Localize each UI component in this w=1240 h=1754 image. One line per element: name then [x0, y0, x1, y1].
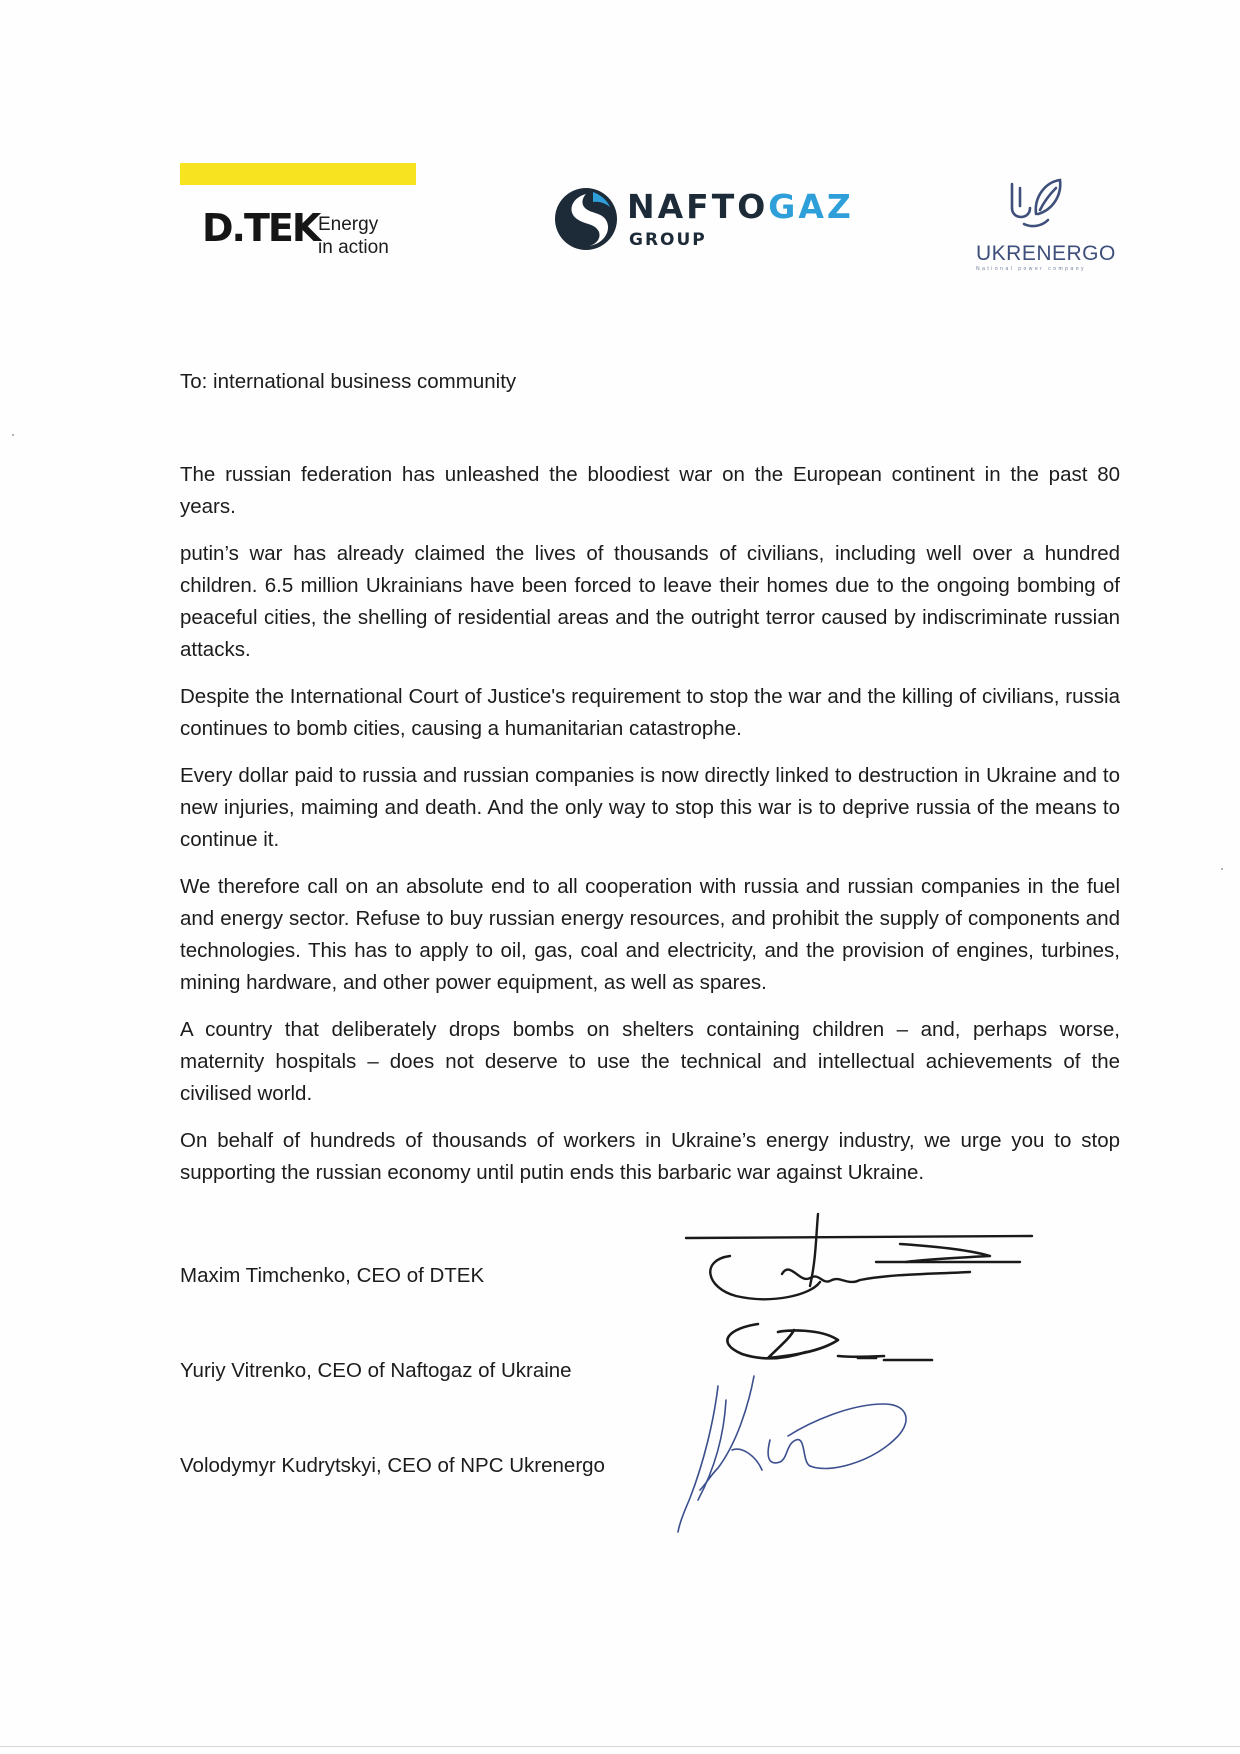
handwritten-signatures	[670, 1200, 1050, 1560]
signature-kudrytskyi	[678, 1376, 906, 1532]
signatory-ukrenergo: Volodymyr Kudrytskyi, CEO of NPC Ukrenergo	[180, 1454, 605, 1477]
letter-paragraph: Every dollar paid to russia and russian companies is now directly linked to destruction in Ukraine and to new injuries, maiming and death. And the only way to stop this war is to deprive russia of the means to continue it.	[180, 764, 1120, 851]
dtek-tagline-line2: in action	[318, 237, 389, 258]
dtek-logo	[180, 163, 420, 263]
naftogaz-swirl-emblem-icon	[553, 186, 619, 252]
naftogaz-wordmark-part1: NAFTO	[627, 187, 769, 226]
scan-speck	[1221, 868, 1223, 870]
letter-recipient: To: international business community	[180, 370, 517, 393]
scan-bottom-edge	[0, 1746, 1240, 1747]
dtek-yellow-highlight	[180, 163, 416, 185]
naftogaz-logo	[553, 186, 863, 256]
naftogaz-wordmark-part2: GAZ	[768, 187, 854, 226]
signature-vitrenko	[727, 1324, 932, 1360]
dtek-tagline	[318, 213, 389, 259]
letter-paragraph: A country that deliberately drops bombs on shelters containing children – and, perhaps worse, maternity hospitals – does not deserve to use the technical and intellectual achievements of the civilised world.	[180, 1018, 1120, 1105]
naftogaz-wordmark	[627, 187, 854, 226]
dtek-tagline-line1: Energy	[318, 214, 379, 235]
letter-paragraph: putin’s war has already claimed the lives of thousands of civilians, including well over a hundred children. 6.5 million Ukrainians have been forced to leave their homes due to the ongoing bombing of peaceful cities, the shelling of residential areas and the outright terror caused by indiscriminate russian attacks.	[180, 542, 1120, 661]
ukrenergo-logo	[962, 168, 1116, 278]
letter-paragraph: The russian federation has unleashed the bloodiest war on the European continent in the past 80 years.	[180, 463, 1120, 518]
scan-speck	[12, 434, 14, 436]
letter-paragraph: We therefore call on an absolute end to all cooperation with russia and russian companies in the fuel and energy sector. Refuse to buy russian energy resources, and prohibit the supply of components and technologies. This has to apply to oil, gas, coal and electricity, and the provision of engines, turbines, mining hardware, and other power equipment, as well as spares.	[180, 875, 1120, 994]
letter-paragraph: On behalf of hundreds of thousands of workers in Ukraine’s energy industry, we urge you to stop supporting the russian economy until putin ends this barbaric war against Ukraine.	[180, 1129, 1120, 1184]
letter-paragraph: Despite the International Court of Justice's requirement to stop the war and the killing of civilians, russia continues to bomb cities, causing a humanitarian catastrophe.	[180, 685, 1120, 740]
ukrenergo-leaf-emblem-icon	[1006, 174, 1066, 234]
ukrenergo-subtitle: National power company	[976, 266, 1087, 272]
letter-body	[180, 459, 1120, 1204]
ukrenergo-wordmark: UKRENERGO	[976, 242, 1116, 265]
signatory-dtek: Maxim Timchenko, CEO of DTEK	[180, 1264, 485, 1287]
signature-timchenko	[686, 1214, 1032, 1299]
dtek-logo-mark: D.TEK	[202, 206, 320, 250]
naftogaz-group-label: GROUP	[629, 230, 707, 250]
signatory-naftogaz: Yuriy Vitrenko, CEO of Naftogaz of Ukraine	[180, 1359, 572, 1382]
